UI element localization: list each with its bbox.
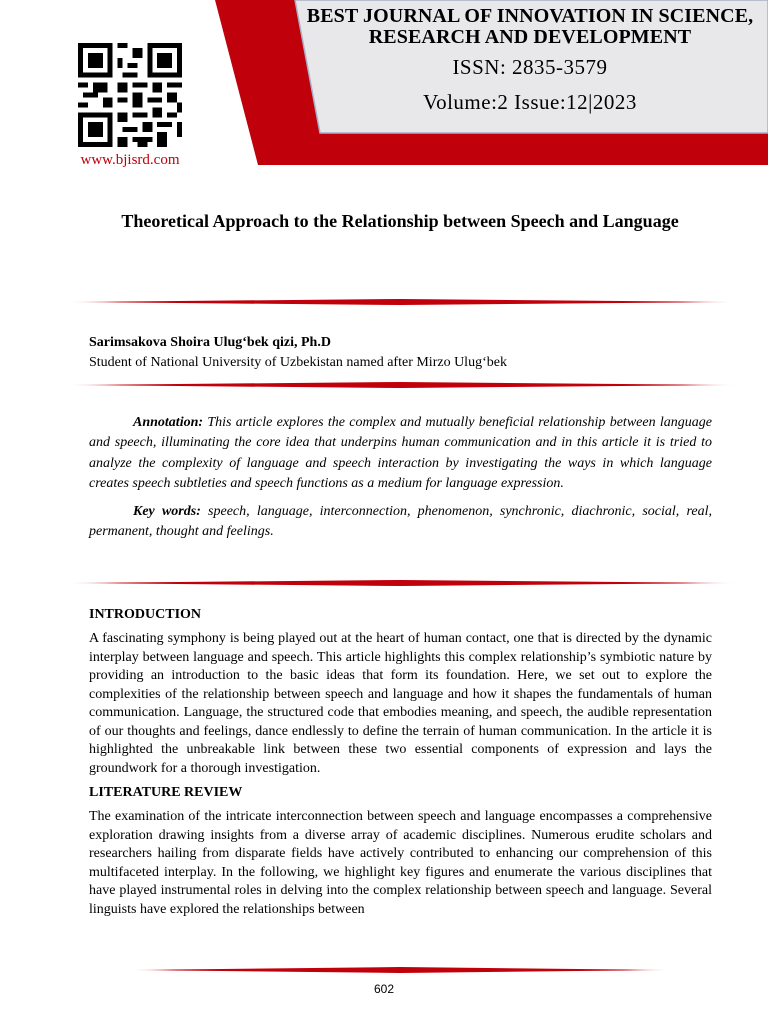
author-block xyxy=(89,333,709,373)
keywords-paragraph xyxy=(89,502,712,543)
page-number: 602 xyxy=(373,982,395,996)
annotation-paragraph xyxy=(89,413,712,495)
annotation-text: This article explores the complex and mutually beneficial relationship between language and speech, illuminating the core idea that underpins human communication and in this article it is tried to analyze the complexity of language and speech interaction by investigating the ways in which language creates speech subtleties and speech functions as a medium for language expression. xyxy=(89,415,712,492)
volume-issue-label: Volume:2 Issue:12|2023 xyxy=(423,90,637,114)
keywords-label: Key words: xyxy=(133,503,201,519)
section-heading-introduction: INTRODUCTION xyxy=(89,607,202,622)
journal-title: BEST JOURNAL OF INNOVATION IN SCIENCE, RESEARCH AND DEVELOPMENT xyxy=(306,5,754,48)
literature-review-paragraph: The examination of the intricate interconnection between speech and language encompasses a comprehensive exploration drawing insights from a diverse array of academic disciplines. Numerous erudite scholars and researchers hailing from disparate fields have actively contributed to enhancing our comprehension of this multifaceted interplay. In the following, we highlight key figures and enumerate the various disciplines that have played instrumental roles in delving into the complex relationship between speech and language. Several linguists have explored the relationships between xyxy=(89,809,712,917)
issn-label: ISSN: 2835-3579 xyxy=(452,55,608,79)
divider-line xyxy=(66,298,736,306)
article-title: Theoretical Approach to the Relationship between Speech and Language xyxy=(121,211,679,231)
divider-line xyxy=(66,579,736,587)
keywords-text: speech, language, interconnection, phenomenon, synchronic, diachronic, social, real, permanent, thought and feelings. xyxy=(89,503,712,540)
journal-website-link[interactable]: www.bjisrd.com xyxy=(80,152,180,168)
author-name: Sarimsakova Shoira Ulug‘bek qizi, Ph.D xyxy=(89,335,331,350)
footer-divider-line xyxy=(130,966,670,974)
annotation-label: Annotation: xyxy=(133,415,204,430)
introduction-paragraph: A fascinating symphony is being played out at the heart of human contact, one that is directed by the dynamic interplay between language and speech. This article highlights this complex relationship’s symbiotic nature by providing an introduction to the basic ideas that form its foundation. Here, we set out to explore the complexities of the relationship between speech and language and how it shapes the fundamentals of human communication. Language, the structured code that embodies meaning, and speech, the audible representation of our thoughts and feelings, dance endlessly to define the terrain of human communication. In the article it is highlighted the unbreakable link between these two essential components of expression and lays the groundwork for a thorough investigation. xyxy=(89,631,712,776)
section-heading-literature-review: LITERATURE REVIEW xyxy=(89,785,243,800)
qr-code-icon xyxy=(78,43,182,147)
divider-line xyxy=(66,381,736,389)
abstract xyxy=(89,413,712,542)
article-body xyxy=(89,604,712,919)
journal-header xyxy=(300,6,760,115)
author-affiliation: Student of National University of Uzbekistan named after Mirzo Ulug‘bek xyxy=(89,355,507,370)
